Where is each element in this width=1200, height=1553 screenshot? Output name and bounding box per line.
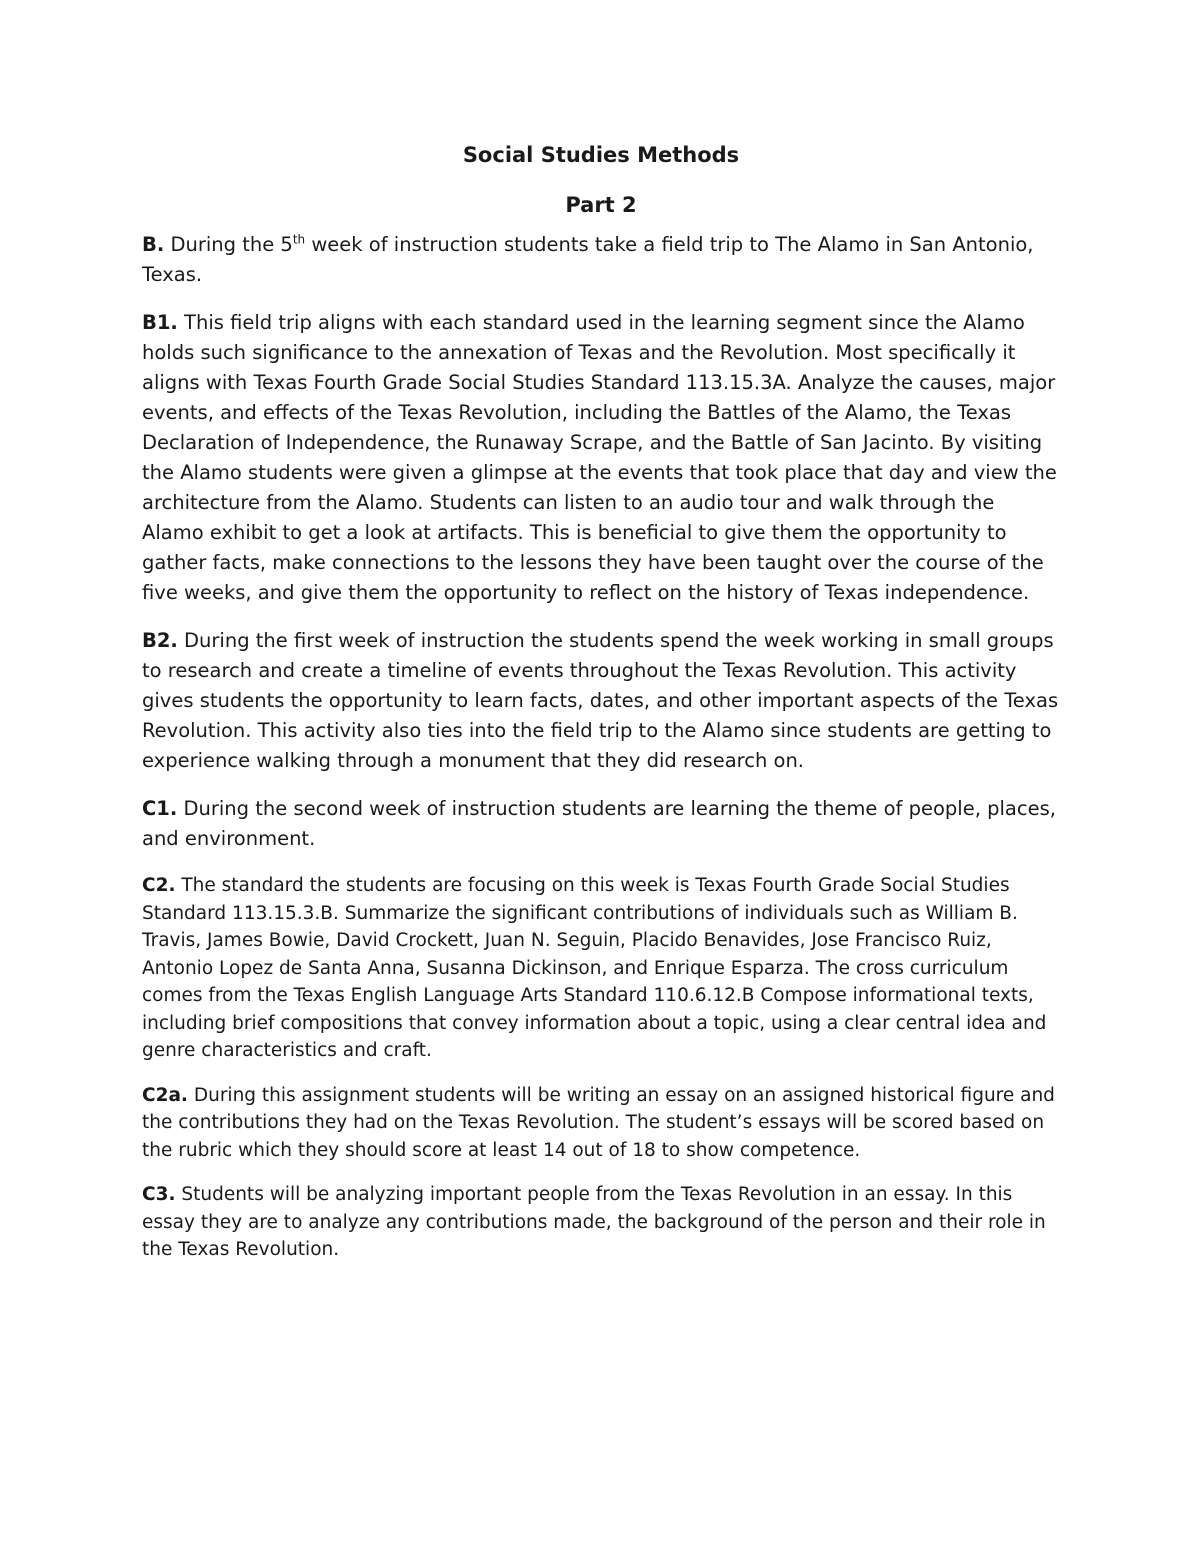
- paragraph-b1: [142, 308, 1060, 608]
- paragraph-label: B2.: [142, 629, 178, 652]
- paragraph-text: The standard the students are focusing on this week is Texas Fourth Grade Social Studies Standard 113.15.3.B. Summarize the significant contributions of individuals such as William B. Travis, James Bowie, David Crockett, Juan N. Seguin, Placido Benavides, Jose Francisco Ruiz, Antonio Lopez de Santa Anna, Susanna Dickinson, and Enrique Esparza. The cross curriculum comes from the Texas English Language Arts Standard 110.6.12.B Compose informational texts, including brief compositions that convey information about a topic, using a clear central idea and genre characteristics and craft.: [142, 875, 1047, 1061]
- paragraph-text: During the second week of instruction students are learning the theme of people, places, and environment.: [142, 797, 1056, 850]
- document-body: [142, 140, 1060, 1281]
- paragraph-label: C3.: [142, 1184, 176, 1205]
- paragraph-b2: [142, 626, 1060, 776]
- paragraph-text: During this assignment students will be writing an essay on an assigned historical figure and the contributions they had on the Texas Revolution. The student’s essays will be scored based on the rubric which they should score at least 14 out of 18 to show competence.: [142, 1084, 1055, 1161]
- paragraph-label: C1.: [142, 797, 178, 820]
- paragraph-c2: [142, 872, 1060, 1065]
- paragraph-label: B1.: [142, 311, 178, 334]
- document-title: Social Studies Methods: [462, 143, 740, 167]
- paragraph-text: Students will be analyzing important people from the Texas Revolution in an essay. In this essay they are to analyze any contributions made, the background of the person and their role in the Texas Revolution.: [142, 1184, 1046, 1260]
- paragraph-b: [142, 230, 1060, 290]
- paragraph-c3: [142, 1181, 1060, 1264]
- paragraph-text: During the 5: [164, 233, 293, 256]
- paragraph-c1: [142, 794, 1060, 854]
- document-subtitle: Part 2: [565, 193, 637, 217]
- ordinal-suffix: th: [292, 232, 306, 247]
- paragraph-label: C2.: [142, 875, 176, 896]
- paragraph-text: week of instruction students take a field trip to The Alamo in San Antonio, Texas.: [142, 233, 1034, 286]
- paragraph-text: During the first week of instruction the students spend the week working in small groups to research and create a timeline of events throughout the Texas Revolution. This activity gives students the opportunity to learn facts, dates, and other important aspects of the Texas Revolution. This activity also ties into the field trip to the Alamo since students are getting to experience walking through a monument that they did research on.: [142, 629, 1059, 772]
- paragraph-label: B.: [142, 233, 165, 256]
- paragraph-text: This field trip aligns with each standard used in the learning segment since the Alamo holds such significance to the annexation of Texas and the Revolution. Most specifically it aligns with Texas Fourth Grade Social Studies Standard 113.15.3A. Analyze the causes, major events, and effects of the Texas Revolution, including the Battles of the Alamo, the Texas Declaration of Independence, the Runaway Scrape, and the Battle of San Jacinto. By visiting the Alamo students were given a glimpse at the events that took place that day and view the architecture from the Alamo. Students can listen to an audio tour and walk through the Alamo exhibit to get a look at artifacts. This is beneficial to give them the opportunity to gather facts, make connections to the lessons they have been taught over the course of the five weeks, and give them the opportunity to reflect on the history of Texas independence.: [142, 311, 1057, 604]
- paragraph-label: C2a.: [142, 1084, 188, 1106]
- paragraph-c2a: [142, 1082, 1060, 1165]
